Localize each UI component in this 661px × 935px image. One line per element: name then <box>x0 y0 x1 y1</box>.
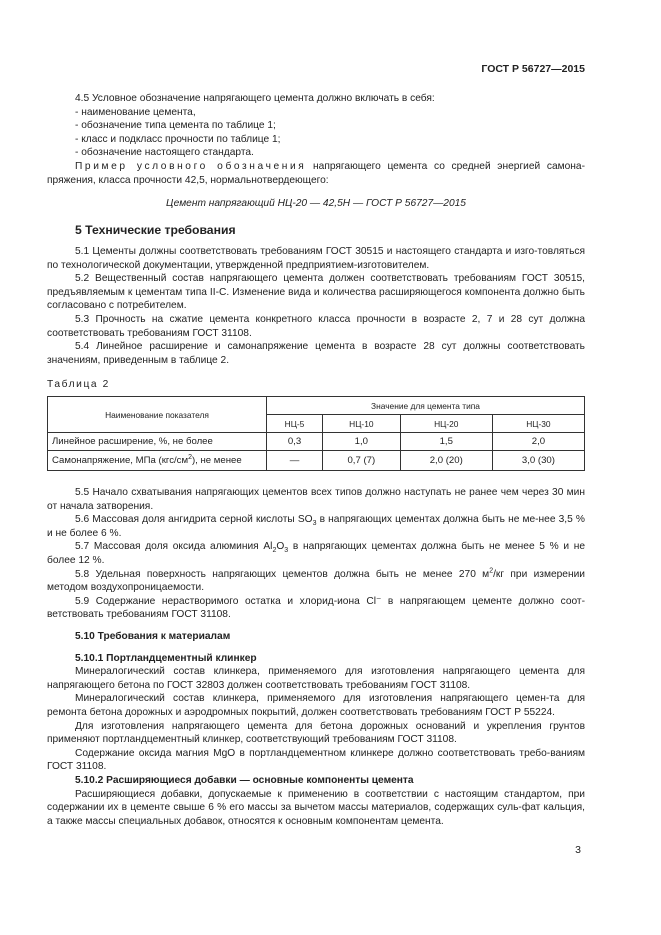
table-cell: — <box>267 451 323 471</box>
section-5-title: 5 Технические требования <box>75 223 236 237</box>
p57-sub-2: 3 <box>284 547 289 555</box>
table-header-type: НЦ-5 <box>267 415 323 433</box>
section-5-10 <box>47 630 585 828</box>
list-item: - обозначение настоящего стандарта. <box>75 147 254 159</box>
list-item: - обозначение типа цемента по таблице 1; <box>75 120 276 132</box>
p58-sup: 2 <box>489 567 494 575</box>
paragraph-5-9: 5.9 Содержание нерастворимого остатка и хлорид-иона Cl⁻ в напрягающем цементе должно соот-ветствовать требованиям ГОСТ 31108. <box>47 595 585 621</box>
example-paragraph <box>47 160 585 187</box>
paragraph-5-10-2-a: Расширяющиеся добавки, допускаемые к применению в соответствии с настоящим стандартом, при содержании их в цементе свыше 6 % его массы за вычетом массы материалов, содержащих суль-фат кальция, а также массы специальных добавок, относятся к основным компонентам цемента. <box>47 788 585 827</box>
section-5 <box>47 223 585 237</box>
table-2 <box>47 396 585 471</box>
paragraph-5-4: 5.4 Линейное расширение и самонапряжение цемента в возрасте 28 сут должны соответствовать значениям, приведенным в таблице 2. <box>47 341 585 366</box>
table-header-group: Значение для цемента типа <box>267 397 585 415</box>
section-5-continued <box>47 486 585 622</box>
p57-part-b: в напрягающих цементах должна быть не менее 5 % и не более 12 %. <box>47 541 585 566</box>
table-cell: 0,7 (7) <box>322 451 400 471</box>
p56-part-a: 5.6 Массовая доля ангидрита серной кислоты SO <box>75 514 313 526</box>
table-cell: 3,0 (30) <box>492 451 584 471</box>
standard-header: ГОСТ Р 56727—2015 <box>481 63 585 75</box>
section-4-5-intro: 4.5 Условное обозначение напрягающего цемента должно включать в себя: <box>75 93 435 104</box>
subsection-5-10-2-title: 5.10.2 Расширяющиеся добавки — основные компоненты цемента <box>75 774 414 786</box>
table-row <box>48 451 585 471</box>
list-item: - наименование цемента, <box>75 106 196 118</box>
p57-part-a: 5.7 Массовая доля оксида алюминия Al <box>75 541 273 553</box>
table-cell: 2,0 <box>492 433 584 451</box>
paragraph-5-10-1-c: Для изготовления напрягающего цемента для бетона дорожных оснований и укрепления грунтов применяют портландцементный клинкер, соответствующий требованиям ГОСТ 31108. <box>47 720 585 746</box>
list-item: - класс и подкласс прочности по таблице 1; <box>75 133 281 145</box>
table-cell: 2,0 (20) <box>400 451 492 471</box>
table-cell: 0,3 <box>267 433 323 451</box>
table-cell: 1,5 <box>400 433 492 451</box>
example-text: напрягающего цемента со средней энергией самона-пряжения, класса прочности 42,5, нормальнотвердеющего: <box>47 160 585 186</box>
row2-name-sup: 2 <box>188 453 192 461</box>
p57-mid: O <box>276 541 285 553</box>
table-2-block <box>47 378 585 471</box>
table-header-type: НЦ-10 <box>322 415 400 433</box>
table-header-type: НЦ-20 <box>400 415 492 433</box>
paragraph-5-2: 5.2 Вещественный состав напрягающего цемента должен соответствовать требованиям ГОСТ 30515, предъявляемым к цементам типа II-C. Изменение вида и количества расширяющегося компонента должно быть согласовано с потребителем. <box>47 273 585 312</box>
p58-part-a: 5.8 Удельная поверхность напрягающих цементов должна быть не менее 270 м <box>75 568 490 580</box>
paragraph-5-10-1-b: Минералогический состав клинкера, применяемого для изготовления напрягающего цемен-та для ремонта бетона дорожных и аэродромных покрытий, должен соответствовать требованиям ГОСТ Р 55224. <box>47 693 585 718</box>
p56-sub: 3 <box>312 520 317 528</box>
row2-name-b: ), не менее <box>191 455 242 466</box>
section-4-5 <box>47 92 585 221</box>
paragraph-5-1: 5.1 Цементы должны соответствовать требованиям ГОСТ 30515 и настоящего стандарта и изго-товляться по технологической документации, утвержденной предприятием-изготовителем. <box>47 246 585 271</box>
paragraph-5-5: 5.5 Начало схватывания напрягающих цементов всех типов должно наступать не ранее чем через 30 мин от начала затворения. <box>47 487 585 512</box>
paragraph-5-6 <box>47 513 585 540</box>
table-cell: Линейное расширение, %, не более <box>48 433 267 451</box>
p57-sub-1: 2 <box>272 547 277 555</box>
example-label: Пример условного обозначения <box>75 160 307 172</box>
section-5-body <box>47 245 585 367</box>
table-cell: 1,0 <box>322 433 400 451</box>
p56-part-b: в напрягающих цементах должна быть не ме-нее 3,5 % и не более 6 %. <box>47 514 585 539</box>
table-header-name: Наименование показателя <box>48 397 267 433</box>
table-row <box>48 433 585 451</box>
row2-name-a: Самонапряжение, МПа (кгс/см <box>52 455 189 466</box>
table-cell <box>48 451 267 471</box>
subsection-5-10-1-title: 5.10.1 Портландцементный клинкер <box>75 652 257 664</box>
table-header-type: НЦ-30 <box>492 415 584 433</box>
paragraph-5-10-1-d: Содержание оксида магния MgO в портландцементном клинкере должно соответствовать требо-ваниям ГОСТ 31108. <box>47 747 585 773</box>
example-formula: Цемент напрягающий НЦ-20 — 42,5Н — ГОСТ Р 56727—2015 <box>166 198 466 210</box>
paragraph-5-10-1-a: Минералогический состав клинкера, применяемого для изготовления напрягающего цемента для напрягающего бетона по ГОСТ 32803 должен соответствовать требованиям ГОСТ 31108. <box>47 666 585 691</box>
paragraph-5-8 <box>47 568 585 595</box>
p58-part-b: /кг при измерении методом воздухопроницаемости. <box>47 568 585 594</box>
section-5-10-title: 5.10 Требования к материалам <box>75 631 231 642</box>
paragraph-5-7 <box>47 540 585 567</box>
paragraph-5-3: 5.3 Прочность на сжатие цемента конкретного класса прочности в возрасте 2, 7 и 28 сут должна соответствовать требованиям ГОСТ 31108. <box>47 313 585 339</box>
page-number: 3 <box>575 844 581 856</box>
table-caption: Таблица 2 <box>47 379 110 390</box>
